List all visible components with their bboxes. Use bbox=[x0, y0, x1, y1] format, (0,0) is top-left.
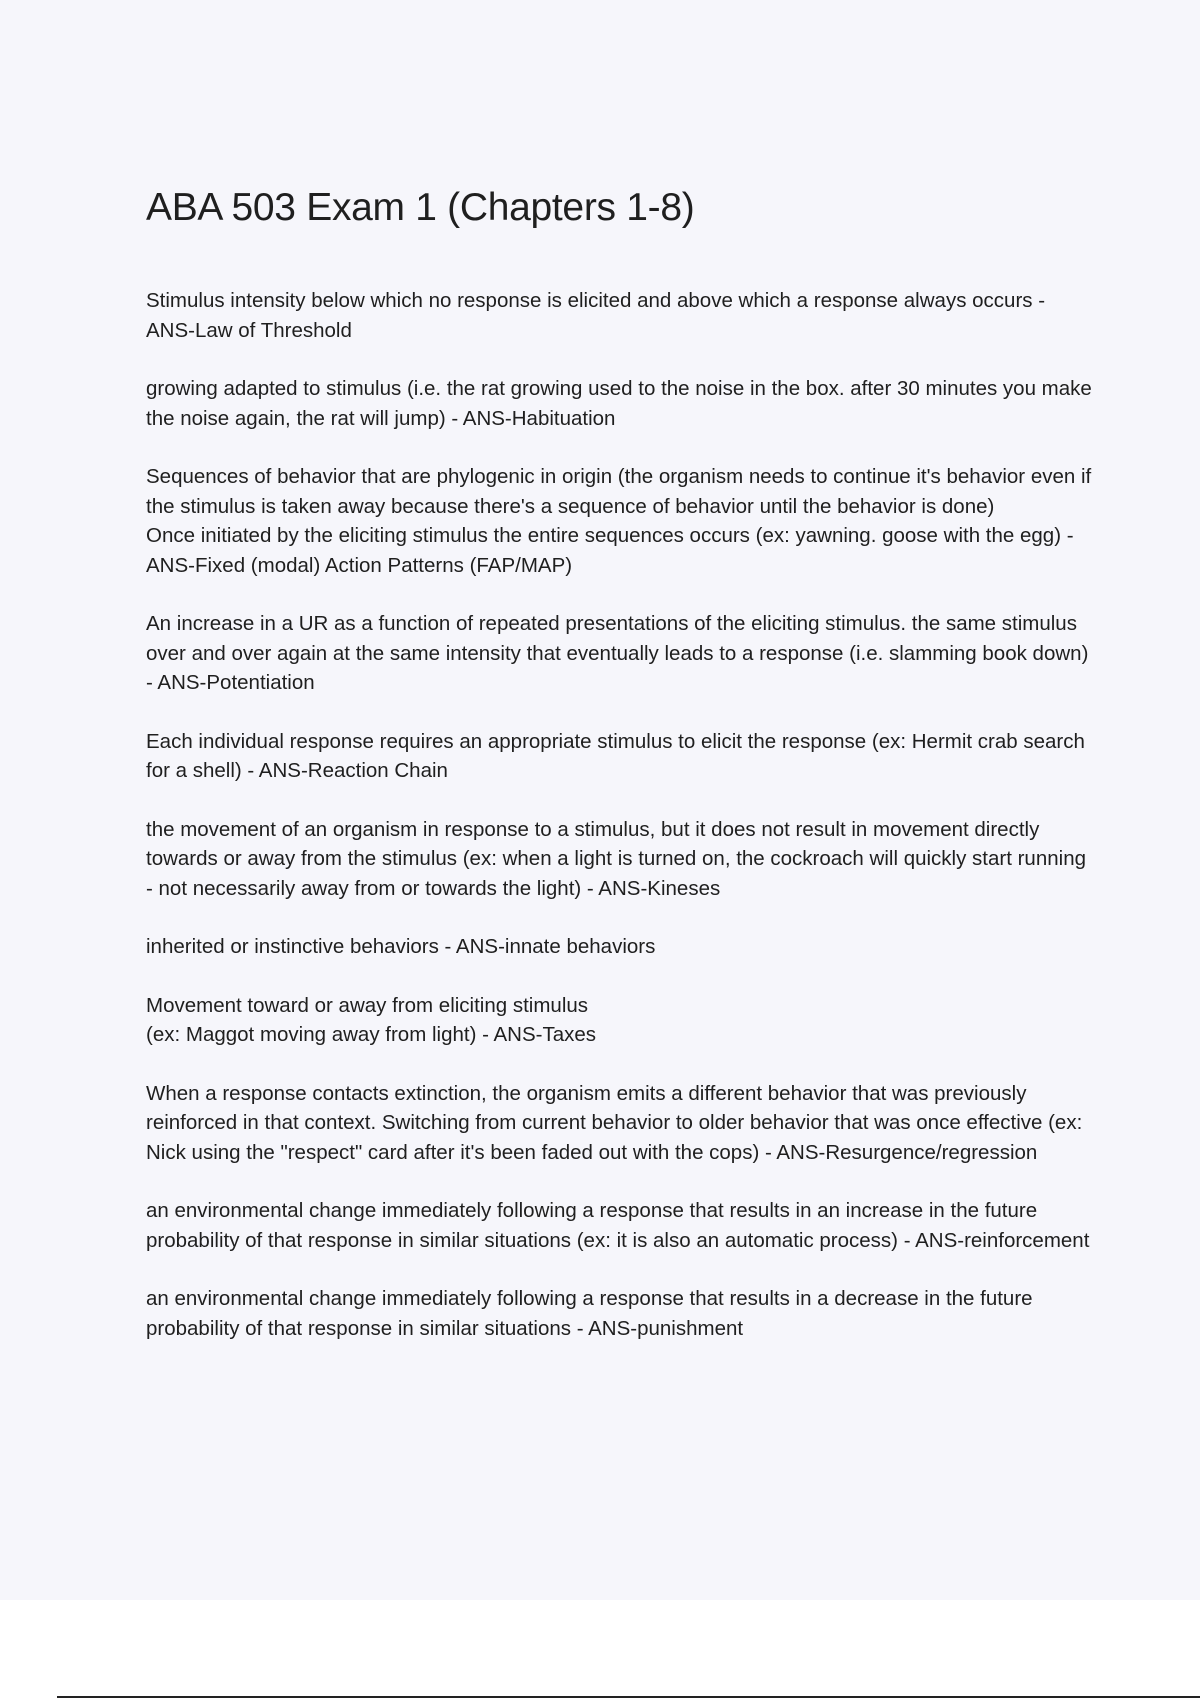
page-title: ABA 503 Exam 1 (Chapters 1-8) bbox=[146, 186, 695, 229]
flashcard-text: Stimulus intensity below which no response is elicited and above which a response always occurs - ANS-Law of Threshold bbox=[146, 289, 1046, 342]
footer-divider bbox=[57, 1696, 1200, 1698]
flashcard-text: Each individual response requires an appropriate stimulus to elicit the response (ex: Hermit crab search for a shell) - ANS-Reaction Chain bbox=[146, 729, 1085, 782]
flashcard-text: Sequences of behavior that are phylogenic in origin (the organism needs to continue it's behavior even if the stimulus is taken away because there's a sequence of behavior until the behavior is done) Once initiated by the eliciting stimulus the entire sequences occurs (ex: yawning. goose with the egg) - ANS-Fixed (modal) Action Patterns (FAP/MAP) bbox=[146, 465, 1092, 577]
flashcard-text: inherited or instinctive behaviors - ANS-innate behaviors bbox=[146, 935, 656, 958]
flashcard-text: an environmental change immediately following a response that results in an increase in the future probability of that response in similar situations (ex: it is also an automatic process) - ANS-reinforcement bbox=[146, 1199, 1090, 1252]
flashcard-text: Movement toward or away from eliciting stimulus (ex: Maggot moving away from light) - ANS-Taxes bbox=[146, 993, 597, 1046]
flashcard-text: growing adapted to stimulus (i.e. the rat growing used to the noise in the box. after 30 minutes you make the noise again, the rat will jump) - ANS-Habituation bbox=[146, 377, 1092, 430]
document-content bbox=[146, 182, 1096, 1372]
flashcard-text: an environmental change immediately following a response that results in a decrease in the future probability of that response in similar situations - ANS-punishment bbox=[146, 1287, 1033, 1340]
flashcard-text: the movement of an organism in response to a stimulus, but it does not result in movement directly towards or away from the stimulus (ex: when a light is turned on, the cockroach will quickly start running - not necessarily away from or towards the light) - ANS-Kineses bbox=[146, 817, 1086, 900]
flashcard-text: An increase in a UR as a function of repeated presentations of the eliciting stimulus. the same stimulus over and over again at the same intensity that eventually leads to a response (i.e. slamming book down) - ANS-Potentiation bbox=[146, 612, 1089, 694]
flashcard-text: When a response contacts extinction, the organism emits a different behavior that was previously reinforced in that context. Switching from current behavior to older behavior that was once effective (ex: Nick using the "respect" card after it's been faded out with the cops) - ANS-Resurgence/regression bbox=[146, 1081, 1083, 1164]
